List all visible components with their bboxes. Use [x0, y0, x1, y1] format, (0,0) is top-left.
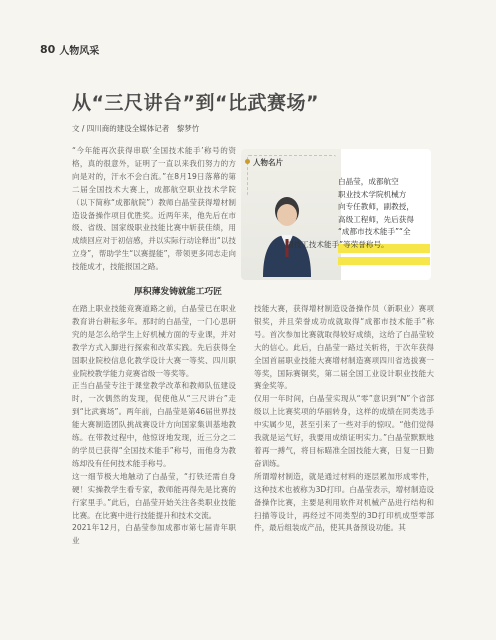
profile-name-line: 白晶莹，成都航空	[338, 177, 399, 186]
body-left-column: 在踏上职业技能竞赛道路之前，白晶莹已在职业教育讲台耕耘多年。那时的白晶莹，一门心思研究的是怎么给学生上好机械方面的专业课，并对教学方式入脚进行探索和改革实践。先后获得全国职业院校信息化教学设计大赛一等奖、四川职业院校教学能力竞赛省级一等奖等。 正当白晶莹专注于课堂教学改革和教师队伍建设时，一次偶然的发现，促使他从“三尺讲台”走到“比武赛场”。两年前，白晶莹是第46届世界技能大赛制造团队挑战赛设计方向国家集训基地教练。在带教过程中，他惊讶地发现，近三分之二的学员已获得“全国技术能手”称号，而他身为教练却没有任何技术能手称号。 这一细节极大地触动了白晶莹，“打铁还需自身硬！实操教学生看专家，教师能再得先是比赛的行家里手。”此后，白晶莹开始关注各类职业技能比赛。在比赛中进行技能提升和技术交流。 2021年12月，白晶莹参加成都市第七届青年职业	[72, 304, 236, 546]
tag-dot	[245, 159, 250, 164]
highlight-strip	[338, 257, 430, 265]
page-number: 80	[40, 43, 56, 56]
intro-paragraph: “今年能再次获得串联‘全国技术能手’称号的资格，真的很意外，证明了一直以来我们努力的方向是对的，汗水不会白流。”在8月19日落幕的第二届全国技术大赛上，成都航空职业技术学院（以下简称“成都航院”）教师白晶莹获得增材制造设备操作项目优胜奖。近两年来，他先后在市级、省级、国家级职业技能比赛中斩获佳绩，用成绩回应对于初信感，并以实际行动诠释出“以技立身”，帮助学生“以赛提能”，带领更多同志走向技能成才，技能报国之路。	[72, 146, 236, 272]
section-subheading: 厚积薄发铸就能工巧匠	[134, 287, 222, 297]
profile-line: 高级工程师，先后获得	[338, 214, 414, 224]
portrait-photo	[241, 149, 341, 280]
article-byline: 文 / 四川商的建设全媒体记者 黎梦竹	[72, 124, 200, 133]
person-portrait-icon	[259, 189, 315, 277]
profile-caption	[286, 176, 428, 252]
profile-highlight-line: “成都市技术能手”“全	[338, 227, 411, 237]
profile-card	[241, 149, 431, 280]
profile-highlight-line: 国技工技术能手”等荣誉称号。	[286, 239, 389, 249]
body-right-column: 技能大赛，获得增材制造设备操作员（新职业）赛项银奖，并且荣誉成功成就取得“成都市技术能手”称号。首次参加比赛就取得较好成绩，这给了白晶莹较大的信心。此后，白晶莹一路过关斩将，于次年获得全国首届职业技能大赛增材制造赛项四川省选拔赛一等奖，国际赛铜奖，第二届全国工业设计职业技能大赛金奖等。 仅用一年时间，白晶莹实现从“零”意识到“N”个省部级以上比赛奖项的华丽转身，这样的成绩在同类选手中实属少见，甚至引来了一些对手的惊叹。“他们觉得我就是运气好，我要用成绩证明实力。”白晶莹默默地着再一搏气，将目标瞄准全国技能大赛，日复一日勤奋训练。 所谓增材制造，就是通过材料的逐层累加形成零件，这种技术也被称为3D打印。白晶莹表示，增材制造设备操作比赛，主要是利用软件对机械产品进行结构和扫描等设计，再经过不同类型的3D打印机成型零部件，最后组装成产品，使其具备预设功能。其	[254, 304, 434, 533]
profile-line: 职业技术学院机械方	[338, 189, 407, 199]
section-title: 人物风采	[59, 46, 100, 57]
card-tag: 人物名片	[253, 158, 283, 167]
article-title: 从“三尺讲台”到“比武赛场”	[72, 92, 319, 114]
profile-line: 向专任教师，副教授，	[338, 202, 414, 212]
page-header	[40, 42, 99, 57]
